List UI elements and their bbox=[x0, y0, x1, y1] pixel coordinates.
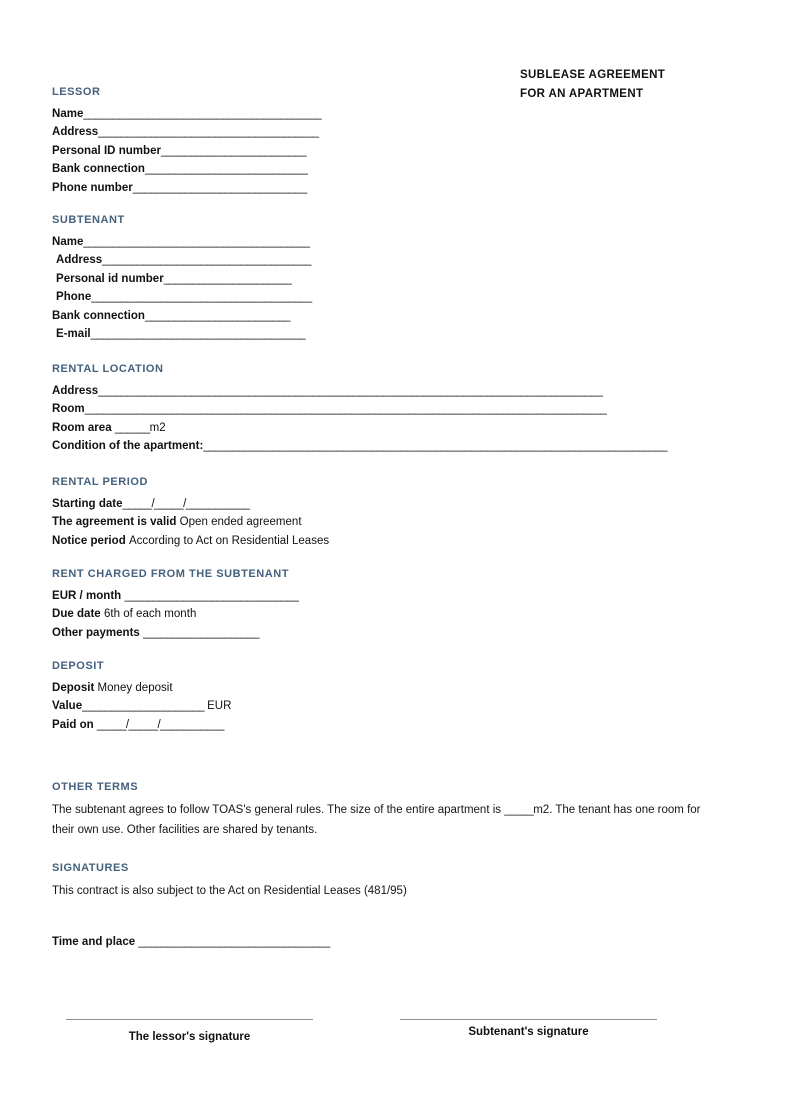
other-terms-text-after: m2. The tenant has one room for their own use. Other facilities are shared by tenants. bbox=[52, 804, 701, 836]
field-label: Paid on bbox=[52, 718, 94, 731]
fill-in-rule: ______________________________ bbox=[124, 590, 299, 602]
section-heading-other-terms: OTHER TERMS bbox=[52, 781, 139, 793]
field-subtenant-personal-id[interactable] bbox=[52, 270, 312, 288]
fill-in-rule: __________________________________________________________________________________________ bbox=[84, 403, 607, 416]
field-label: EUR / month bbox=[52, 590, 122, 602]
fill-in-rule: _________________________________________ bbox=[83, 108, 322, 120]
section-subtenant bbox=[52, 214, 312, 343]
section-rent-charged bbox=[52, 568, 298, 642]
fill-in-rule: ______________________________________ bbox=[98, 126, 319, 139]
field-label: Personal ID number bbox=[52, 144, 161, 157]
field-deposit-paid-on[interactable] bbox=[52, 716, 231, 734]
field-label: The agreement is valid bbox=[52, 516, 177, 529]
fill-in-rule: _________________________________ bbox=[138, 936, 330, 948]
field-label: Address bbox=[52, 126, 99, 139]
field-label: Value bbox=[52, 700, 83, 713]
fill-in-rule: ____________________ bbox=[143, 626, 259, 639]
field-label: Due date bbox=[52, 608, 101, 621]
fill-in-rule: ______________________ bbox=[163, 272, 292, 285]
section-heading-subtenant: SUBTENANT bbox=[52, 214, 125, 226]
currency-label: EUR bbox=[207, 700, 232, 713]
field-label: Name bbox=[52, 108, 84, 120]
field-subtenant-bank-connection[interactable] bbox=[52, 307, 312, 325]
fill-in-rule: ____________________________ bbox=[144, 163, 308, 176]
field-value: 6th of each month bbox=[103, 608, 197, 621]
section-signatures bbox=[52, 862, 722, 951]
field-value: According to Act on Residential Leases bbox=[128, 534, 330, 547]
fill-in-rule: _____ bbox=[504, 804, 534, 816]
fill-in-rule: ____________________________________ bbox=[102, 254, 311, 267]
section-lessor bbox=[52, 86, 321, 197]
signature-block-lessor bbox=[66, 1019, 313, 1043]
field-rental-condition[interactable] bbox=[52, 437, 667, 455]
section-heading-deposit: DEPOSIT bbox=[52, 660, 105, 672]
field-deposit-value[interactable] bbox=[52, 697, 231, 715]
fill-in-rule: _____________________ bbox=[82, 700, 204, 713]
section-heading-rent-charged: RENT CHARGED FROM THE SUBTENANT bbox=[52, 568, 290, 580]
document-title-line-2: FOR AN APARTMENT bbox=[520, 88, 644, 100]
signature-block-subtenant bbox=[400, 1019, 657, 1038]
signature-line[interactable] bbox=[66, 1019, 313, 1020]
field-label: Time and place bbox=[52, 936, 136, 948]
fill-in-rule: _____/_____/___________ bbox=[122, 498, 250, 510]
field-due-date bbox=[52, 605, 298, 623]
field-deposit-type bbox=[52, 679, 231, 697]
field-label: E-mail bbox=[56, 328, 91, 341]
field-subtenant-name[interactable] bbox=[52, 233, 312, 251]
unit-label: m2 bbox=[149, 421, 166, 434]
other-terms-text-before: The subtenant agrees to follow TOAS's general rules. The size of the entire apartment is bbox=[52, 804, 505, 816]
field-label: Room bbox=[52, 403, 85, 416]
fill-in-rule: _____________________________________ bbox=[90, 328, 306, 341]
field-subtenant-phone[interactable] bbox=[52, 288, 312, 306]
field-notice-period bbox=[52, 532, 329, 550]
field-subtenant-address[interactable] bbox=[52, 251, 312, 269]
section-rental-period bbox=[52, 476, 329, 550]
field-lessor-personal-id[interactable] bbox=[52, 142, 321, 160]
other-terms-paragraph bbox=[52, 800, 722, 840]
field-lessor-address[interactable] bbox=[52, 123, 321, 141]
field-lessor-name[interactable] bbox=[52, 105, 321, 123]
field-label: Phone number bbox=[52, 181, 133, 194]
field-label: Bank connection bbox=[52, 163, 145, 176]
signature-label-lessor: The lessor's signature bbox=[128, 1031, 251, 1043]
field-label: Condition of the apartment: bbox=[52, 440, 204, 453]
field-label: Deposit bbox=[52, 682, 95, 694]
field-label: Other payments bbox=[52, 626, 140, 639]
fill-in-rule: _________________________ bbox=[144, 309, 290, 322]
fill-in-rule: _______________________________________________________________________________________ bbox=[98, 385, 603, 397]
section-heading-signatures: SIGNATURES bbox=[52, 862, 129, 874]
field-label: Personal id number bbox=[56, 272, 164, 285]
field-agreement-validity bbox=[52, 513, 329, 531]
field-time-and-place[interactable] bbox=[52, 933, 722, 951]
field-subtenant-email[interactable] bbox=[52, 325, 312, 343]
section-heading-rental-period: RENTAL PERIOD bbox=[52, 476, 148, 488]
field-rental-room[interactable] bbox=[52, 400, 667, 418]
section-other-terms bbox=[52, 781, 722, 840]
field-rental-address[interactable] bbox=[52, 382, 667, 400]
field-label: Name bbox=[52, 236, 84, 248]
signature-label-subtenant: Subtenant's signature bbox=[468, 1026, 589, 1038]
fill-in-rule: _____/_____/___________ bbox=[96, 718, 224, 731]
field-eur-per-month[interactable] bbox=[52, 587, 298, 605]
document-title bbox=[520, 66, 665, 104]
field-label: Room area bbox=[52, 421, 112, 434]
field-rental-room-area[interactable] bbox=[52, 419, 667, 437]
signatures-subject-text: This contract is also subject to the Act on Residential Leases (481/95) bbox=[52, 885, 407, 897]
field-lessor-phone-number[interactable] bbox=[52, 179, 321, 197]
section-rental-location bbox=[52, 363, 667, 456]
field-starting-date[interactable] bbox=[52, 495, 329, 513]
signature-line[interactable] bbox=[400, 1019, 657, 1020]
fill-in-rule: _______________________________________ bbox=[83, 236, 310, 248]
fill-in-rule: ______________________________________ bbox=[91, 291, 312, 304]
fill-in-rule: ________________________________________________________________________________ bbox=[203, 440, 667, 453]
field-label: Address bbox=[52, 385, 99, 397]
fill-in-rule: ______________________________ bbox=[132, 181, 307, 194]
field-label: Phone bbox=[56, 291, 92, 304]
field-label: Starting date bbox=[52, 498, 123, 510]
field-value: Open ended agreement bbox=[179, 516, 302, 529]
fill-in-rule: _________________________ bbox=[161, 144, 306, 157]
section-heading-lessor: LESSOR bbox=[52, 86, 101, 98]
field-lessor-bank-connection[interactable] bbox=[52, 160, 321, 178]
section-heading-rental-location: RENTAL LOCATION bbox=[52, 363, 164, 375]
field-label: Notice period bbox=[52, 534, 126, 547]
fill-in-rule: ______ bbox=[114, 421, 150, 434]
section-deposit bbox=[52, 660, 231, 734]
field-label: Address bbox=[56, 254, 103, 267]
field-value: Money deposit bbox=[97, 682, 173, 694]
field-other-payments[interactable] bbox=[52, 624, 298, 642]
document-title-line-1: SUBLEASE AGREEMENT bbox=[520, 69, 666, 81]
field-label: Bank connection bbox=[52, 309, 145, 322]
